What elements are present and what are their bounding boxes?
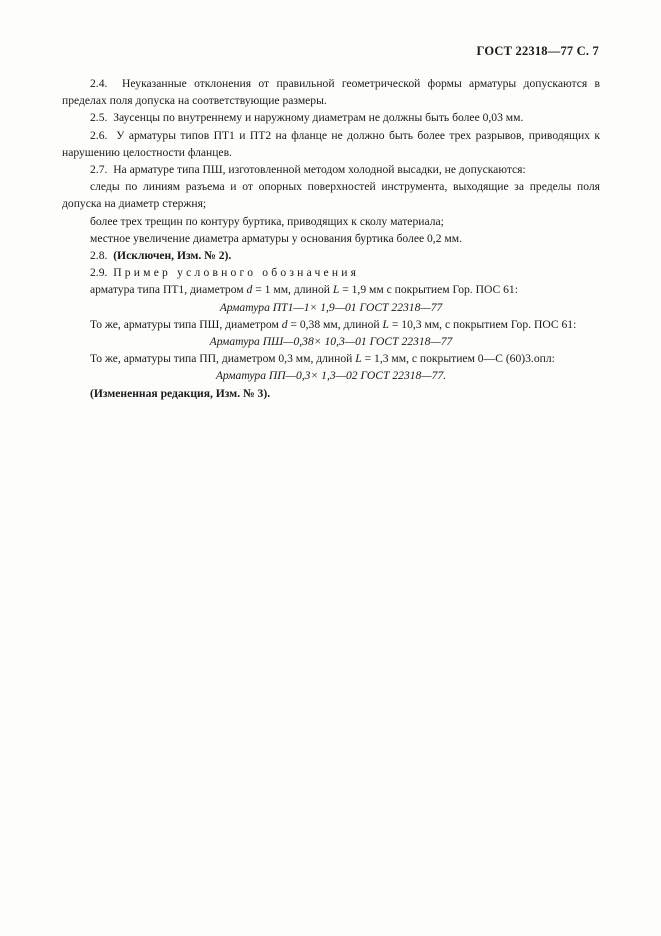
variable-l: L (332, 283, 340, 297)
example-1-designation: Арматура ПТ1—1× 1,9—01 ГОСТ 22318—77 (219, 300, 443, 314)
section-2-9 (62, 264, 600, 281)
variable-d: d (246, 283, 253, 297)
example-2-text (62, 316, 600, 333)
document-body (62, 75, 600, 402)
variable-l: L (355, 352, 362, 366)
section-text: На арматуре типа ПШ, изготовленной методом холодной высадки, не допускаются: (113, 163, 526, 177)
section-number: 2.4. (90, 77, 108, 90)
example-text: = 0,38 мм, длиной (287, 317, 383, 331)
example-3-designation: Арматура ПП—0,3× 1,3—02 ГОСТ 22318—77. (215, 369, 447, 383)
section-title: Пример условного обозначения (113, 266, 360, 280)
example-text: арматура типа ПТ1, диаметром (90, 283, 247, 297)
amendment-note: (Измененная редакция, Изм. № 3). (90, 386, 271, 400)
example-text: = 1,3 мм, с покрытием 0—С (60)3.опл: (361, 352, 555, 366)
example-text: То же, арматуры типа ПП, диаметром 0,3 мм, длиной (90, 352, 356, 366)
section-number: 2.5. (90, 111, 108, 125)
example-2-designation: Арматура ПШ—0,38× 10,3—01 ГОСТ 22318—77 (209, 335, 453, 349)
section-number: 2.6. (90, 128, 108, 142)
section-number: 2.9. (90, 266, 108, 280)
section-text: У арматуры типов ПТ1 и ПТ2 на фланце не должно быть более трех разрывов, приводящих к нарушению целостности фланцев. (62, 128, 600, 159)
list-item: следы по линиям разъема и от опорных поверхностей инструмента, выходящие за пределы поля допуска на диаметр стержня; (62, 180, 600, 211)
example-1-text (62, 281, 600, 298)
section-text: (Исключен, Изм. № 2). (113, 249, 232, 263)
example-text: = 1 мм, длиной (252, 283, 333, 297)
section-number: 2.8. (90, 249, 108, 263)
example-3-text (62, 350, 600, 367)
section-2-7 (62, 161, 600, 178)
example-text: = 10,3 мм, с покрытием Гор. ПОС 61: (388, 317, 577, 331)
section-2-6 (62, 127, 600, 161)
variable-d: d (281, 317, 288, 331)
section-2-8 (62, 247, 600, 264)
example-text: = 1,9 мм с покрытием Гор. ПОС 61: (339, 283, 518, 297)
list-item: местное увеличение диаметра арматуры у основания буртика более 0,2 мм. (90, 231, 462, 245)
section-2-4 (62, 75, 600, 109)
section-2-5 (62, 109, 600, 126)
section-text: Заусенцы по внутреннему и наружному диаметрам не должны быть более 0,03 мм. (113, 111, 524, 125)
section-text: Неуказанные отклонения от правильной геометрической формы арматуры допускаются в пределах поля допуска на соответствующие размеры. (62, 77, 600, 108)
page-header: ГОСТ 22318—77 С. 7 (476, 44, 599, 58)
example-text: То же, арматуры типа ПШ, диаметром (90, 317, 282, 331)
variable-l: L (382, 317, 389, 331)
list-item: более трех трещин по контуру буртика, приводящих к сколу материала; (90, 214, 444, 228)
section-number: 2.7. (90, 163, 108, 177)
